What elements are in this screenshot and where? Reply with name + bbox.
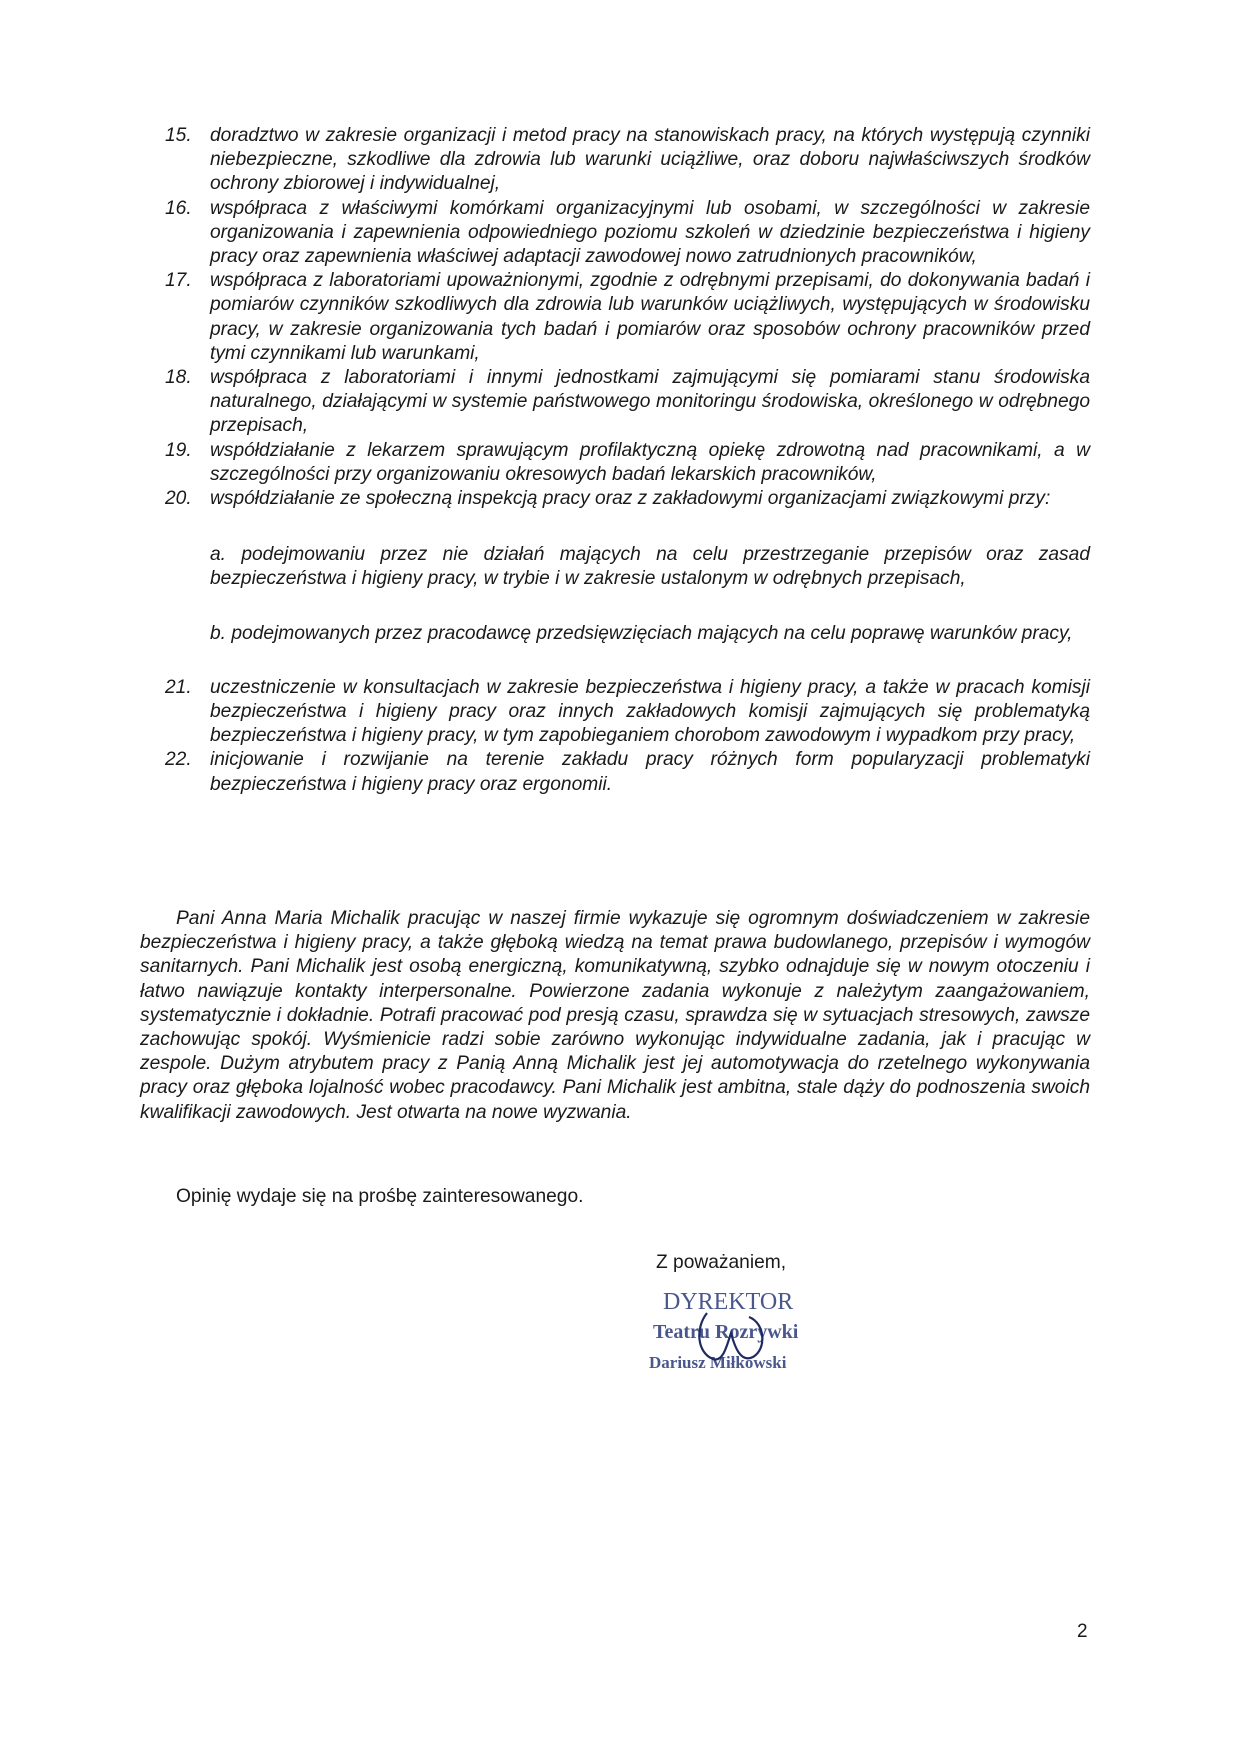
- stamp-title: DYREKTOR: [663, 1289, 794, 1315]
- list-item-text: współdziałanie ze społeczną inspekcją pracy oraz z zakładowymi organizacjami związkowymi przy:: [210, 488, 1051, 510]
- list-item-number: 22.: [165, 749, 192, 771]
- list-item: [165, 676, 1090, 749]
- list-item: [165, 487, 1090, 646]
- list-item-text: uczestniczenie w konsultacjach w zakresie bezpieczeństwa i higieny pracy, a także w pracach komisji bezpieczeństwa i higieny pracy oraz innych zakładowych komisji zajmujących się problematyką bezpieczeństwa i higieny pracy, w tym zapobieganiem chorobom zawodowym i wypadkom przy pracy,: [210, 676, 1090, 747]
- duties-list: [165, 124, 1090, 797]
- list-item-text: współpraca z właściwymi komórkami organizacyjnymi lub osobami, w szczególności w zakresie organizowania i zapewnienia odpowiedniego poziomu szkoleń w dziedzinie bezpieczeństwa i higieny pracy oraz zapewnienia właściwej adaptacji zawodowej nowo zatrudnionych pracowników,: [210, 197, 1090, 268]
- list-item: [165, 124, 1090, 197]
- stamp-institution: Teatru Rozrywki: [653, 1321, 799, 1343]
- stamp-name: Dariusz Miłkowski: [649, 1353, 787, 1372]
- opinion-statement: Opinię wydaje się na prośbę zainteresowanego.: [176, 1186, 584, 1207]
- list-item-text: współpraca z laboratoriami upoważnionymi, zgodnie z odrębnymi przepisami, do dokonywania badań i pomiarów czynników szkodliwych dla zdrowia lub warunków uciążliwych, występujących w środowisku pracy, w zakresie organizowania tych badań i pomiarów oraz sposobów ochrony pracowników przed tymi czynnikami lub warunkami,: [210, 270, 1090, 364]
- list-item-number: 19.: [165, 439, 192, 461]
- reference-paragraph: Pani Anna Maria Michalik pracując w naszej firmie wykazuje się ogromnym doświadczeniem w zakresie bezpieczeństwa i higieny pracy, a także głęboką wiedzą na temat prawa budowlanego, przepisów i wymogów sanitarnych. Pani Michalik jest osobą energiczną, komunikatywną, szybko odnajduje się w nowym otoczeniu i łatwo nawiązuje kontakty interpersonalne. Powierzone zadania wykonuje z należytym zaangażowaniem, systematycznie i dokładnie. Potrafi pracować pod presją czasu, sprawdza się w sytuacjach stresowych, zawsze zachowując spokój. Wyśmienicie radzi sobie zarówno wykonując indywidualne zadania, jak i pracując w zespole. Dużym atrybutem pracy z Panią Anną Michalik jest jej automotywacja do rzetelnego wykonywania pracy oraz głęboka lojalność wobec pracodawcy. Pani Michalik jest ambitna, stale dąży do podnoszenia swoich kwalifikacji zawodowych. Jest otwarta na nowe wyzwania.: [140, 908, 1090, 1123]
- list-item-number: 18.: [165, 367, 192, 389]
- sub-item-text: podejmowaniu przez nie działań mających na celu przestrzeganie przepisów oraz zasad bezpieczeństwa i higieny pracy, w trybie i w zakresie ustalonym w odrębnych przepisach,: [210, 544, 1090, 590]
- list-item: [165, 366, 1090, 439]
- list-item-number: 20.: [165, 488, 192, 510]
- list-item-text: współpraca z laboratoriami i innymi jednostkami zajmującymi się pomiarami stanu środowiska naturalnego, działającymi w systemie państwowego monitoringu środowiska, określonego w odrębnego przepisach,: [210, 367, 1090, 437]
- sub-item-label: a.: [210, 544, 227, 566]
- list-item-text: inicjowanie i rozwijanie na terenie zakładu pracy różnych form popularyzacji problematyki bezpieczeństwa i higieny pracy oraz ergonomii.: [210, 749, 1090, 795]
- sub-item-label: b.: [210, 622, 227, 644]
- sub-item: [210, 622, 1090, 646]
- sub-item-text: podejmowanych przez pracodawcę przedsięwzięciach mających na celu poprawę warunków pracy,: [231, 622, 1073, 644]
- list-item-number: 17.: [165, 270, 192, 292]
- list-item: [165, 269, 1090, 366]
- closing-salutation: Z poważaniem,: [656, 1252, 787, 1273]
- list-item: [165, 197, 1090, 270]
- list-item: [165, 748, 1090, 796]
- page-number: 2: [1077, 1621, 1088, 1642]
- list-item-number: 15.: [165, 125, 192, 146]
- signature-stamp: [645, 1283, 850, 1378]
- list-item-number: 16.: [165, 197, 192, 219]
- list-item: [165, 439, 1090, 487]
- sub-item: [210, 543, 1090, 591]
- list-item-text: współdziałanie z lekarzem sprawującym profilaktyczną opiekę zdrowotną nad pracownikami, a w szczególności przy organizowaniu okresowych badań lekarskich pracowników,: [210, 439, 1090, 485]
- list-item-number: 21.: [165, 676, 192, 698]
- list-item-text: doradztwo w zakresie organizacji i metod pracy na stanowiskach pracy, na których występują czynniki niebezpieczne, szkodliwe dla zdrowia lub warunki uciążliwe, oraz doboru najwłaściwszych środków ochrony zbiorowej i indywidualnej,: [210, 125, 1090, 195]
